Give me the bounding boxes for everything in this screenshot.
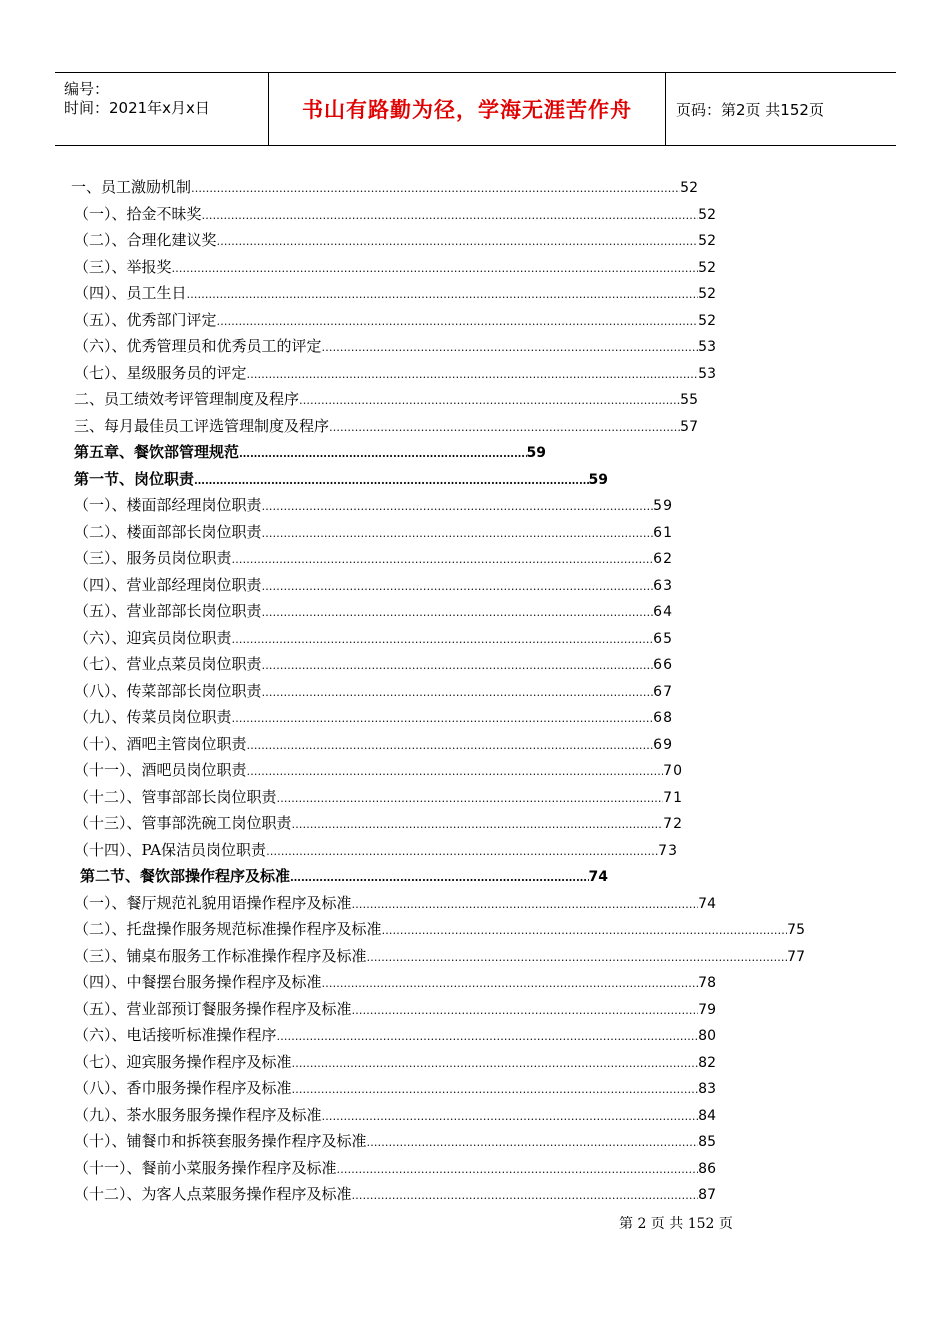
toc-entry xyxy=(74,786,683,808)
toc-entry xyxy=(74,256,716,278)
toc-entry xyxy=(74,1130,716,1152)
toc-entry-title: （八）、传菜部部长岗位职责 xyxy=(74,681,262,700)
toc-leader-dots xyxy=(217,311,699,333)
toc-entry xyxy=(74,998,716,1020)
toc-entry-page: 82 xyxy=(698,1054,716,1071)
toc-entry xyxy=(74,282,716,304)
toc-entry-title: 第五章、餐饮部管理规范 xyxy=(74,443,240,461)
toc-entry-title: （十三）、管事部洗碗工岗位职责 xyxy=(74,814,292,832)
toc-entry-title: （二）、托盘操作服务规范标准操作程序及标准 xyxy=(74,920,382,938)
toc-leader-dots xyxy=(352,1000,699,1022)
toc-entry-title: （七）、迎宾服务操作程序及标准 xyxy=(74,1052,292,1071)
toc-entry-page: 78 xyxy=(698,975,716,991)
toc-entry-page: 83 xyxy=(698,1081,716,1097)
toc-entry-title: （五）、营业部部长岗位职责 xyxy=(74,602,262,620)
toc-entry xyxy=(74,918,805,940)
toc-entry-page: 84 xyxy=(698,1107,716,1124)
toc-leader-dots xyxy=(352,894,699,916)
toc-entry xyxy=(74,229,716,251)
toc-entry-title: （三）、铺桌布服务工作标准操作程序及标准 xyxy=(74,946,367,965)
toc-entry-title: （十二）、为客人点菜服务操作程序及标准 xyxy=(74,1185,352,1203)
toc-entry-title: （一）、餐厅规范礼貌用语操作程序及标准 xyxy=(74,893,352,912)
toc-entry-title: （一）、拾金不昧奖 xyxy=(74,204,202,223)
toc-entry-title: （四）、员工生日 xyxy=(74,284,187,302)
toc-entry xyxy=(74,1051,716,1073)
toc-entry-title: （六）、优秀管理员和优秀员工的评定 xyxy=(74,337,322,355)
toc-entry xyxy=(74,1024,716,1046)
toc-entry-title: （四）、中餐摆台服务操作程序及标准 xyxy=(74,973,322,991)
toc-leader-dots xyxy=(232,629,654,651)
toc-entry-page: 77 xyxy=(787,948,805,965)
toc-entry xyxy=(74,468,608,490)
toc-entry xyxy=(74,388,698,410)
toc-entry-title: （四）、营业部经理岗位职责 xyxy=(74,575,262,594)
toc-entry-title: （十二）、管事部部长岗位职责 xyxy=(74,787,277,806)
toc-leader-dots xyxy=(194,470,589,492)
toc-entry xyxy=(74,971,716,993)
time-label: 时间：2021年x月x日 xyxy=(64,99,210,117)
toc-entry-page: 85 xyxy=(698,1134,716,1150)
toc-entry-page: 68 xyxy=(653,710,673,726)
toc-entry-title: （二）、合理化建议奖 xyxy=(74,231,217,249)
toc-entry-title: （三）、服务员岗位职责 xyxy=(74,549,232,567)
toc-entry-page: 73 xyxy=(658,842,678,859)
toc-leader-dots xyxy=(232,708,654,730)
toc-entry-page: 79 xyxy=(698,1001,716,1018)
toc-entry-page: 70 xyxy=(663,763,683,779)
toc-entry-page: 86 xyxy=(698,1160,716,1177)
toc-entry-page: 52 xyxy=(698,312,716,329)
toc-leader-dots xyxy=(322,973,699,995)
toc-entry-page: 53 xyxy=(698,365,716,382)
toc-entry-page: 67 xyxy=(653,683,673,700)
toc-entry xyxy=(74,759,683,781)
toc-entry xyxy=(74,1157,716,1179)
toc-entry-page: 71 xyxy=(663,789,683,806)
toc-entry-page: 69 xyxy=(653,736,673,753)
toc-entry xyxy=(74,1077,716,1099)
toc-entry-title: 一、员工激励机制 xyxy=(71,178,192,196)
toc-leader-dots xyxy=(247,364,699,386)
toc-entry-title: （五）、优秀部门评定 xyxy=(74,310,217,329)
toc-leader-dots xyxy=(262,682,654,704)
toc-leader-dots xyxy=(367,947,788,969)
toc-leader-dots xyxy=(262,655,654,677)
toc-entry-title: （十）、铺餐巾和拆筷套服务操作程序及标准 xyxy=(74,1132,367,1150)
motto-text: 书山有路勤为径，学海无涯苦作舟 xyxy=(302,98,632,122)
toc-entry xyxy=(74,335,716,357)
toc-entry xyxy=(74,600,673,622)
toc-leader-dots xyxy=(262,576,654,598)
toc-entry-title: （十一）、酒吧员岗位职责 xyxy=(74,761,247,779)
toc-leader-dots xyxy=(187,284,699,306)
toc-entry xyxy=(74,945,805,967)
toc-entry-page: 59 xyxy=(526,445,546,461)
serial-label: 编号： xyxy=(64,80,110,98)
toc-leader-dots xyxy=(292,1079,699,1101)
toc-entry xyxy=(74,812,683,834)
toc-entry xyxy=(74,1183,716,1205)
toc-entry-title: （五）、营业部预订餐服务操作程序及标准 xyxy=(74,999,352,1018)
toc-leader-dots xyxy=(322,1106,699,1128)
toc-entry xyxy=(74,653,673,675)
toc-entry xyxy=(74,309,716,331)
toc-entry-page: 52 xyxy=(698,286,716,302)
toc-leader-dots xyxy=(262,602,654,624)
toc-entry-title: （十）、酒吧主管岗位职责 xyxy=(74,734,247,753)
toc-leader-dots xyxy=(367,1132,699,1154)
toc-entry xyxy=(74,494,673,516)
toc-entry-page: 87 xyxy=(698,1187,716,1203)
toc-entry-title: （一）、楼面部经理岗位职责 xyxy=(74,496,262,514)
toc-leader-dots xyxy=(337,1159,699,1181)
toc-leader-dots xyxy=(329,417,680,439)
toc-entry xyxy=(74,415,698,437)
toc-entry xyxy=(74,733,673,755)
toc-entry-page: 52 xyxy=(698,233,716,249)
toc-leader-dots xyxy=(262,523,654,545)
toc-leader-dots xyxy=(292,814,664,836)
toc-entry-page: 52 xyxy=(698,259,716,276)
toc-entry-title: 三、每月最佳员工评选管理制度及程序 xyxy=(74,416,330,435)
page-indicator: 页码：第2页 共152页 xyxy=(676,100,824,119)
toc-entry xyxy=(74,892,716,914)
toc-leader-dots xyxy=(290,867,589,889)
toc-leader-dots xyxy=(299,390,680,412)
toc-leader-dots xyxy=(277,1026,699,1048)
toc-entry-page: 75 xyxy=(787,922,805,938)
toc-entry-title: （九）、茶水服务服务操作程序及标准 xyxy=(74,1105,322,1124)
toc-entry xyxy=(74,574,673,596)
toc-leader-dots xyxy=(191,178,680,200)
toc-entry-page: 66 xyxy=(653,657,673,673)
toc-entry-page: 52 xyxy=(698,206,716,223)
toc-entry-page: 53 xyxy=(698,339,716,355)
toc-entry-page: 59 xyxy=(653,498,673,514)
toc-leader-dots xyxy=(202,205,699,227)
toc-leader-dots xyxy=(247,735,654,757)
toc-entry-page: 65 xyxy=(653,630,673,647)
toc-entry-title: （八）、香巾服务操作程序及标准 xyxy=(74,1079,292,1097)
toc-entry-page: 64 xyxy=(653,604,673,620)
toc-leader-dots xyxy=(322,337,699,359)
toc-leader-dots xyxy=(232,549,654,571)
toc-entry-page: 55 xyxy=(680,392,698,408)
toc-entry-title: 第一节、岗位职责 xyxy=(74,469,195,488)
toc-leader-dots xyxy=(247,761,664,783)
toc-entry-title: （三）、举报奖 xyxy=(74,257,172,276)
toc-entry xyxy=(71,176,698,198)
toc-entry xyxy=(80,865,608,887)
toc-entry-title: （十四）、PA保洁员岗位职责 xyxy=(74,840,267,859)
toc-leader-dots xyxy=(262,496,654,518)
toc-entry-page: 61 xyxy=(653,524,673,541)
toc-entry-title: （二）、楼面部部长岗位职责 xyxy=(74,522,262,541)
toc-entry xyxy=(74,547,673,569)
toc-leader-dots xyxy=(217,231,699,253)
toc-leader-dots xyxy=(277,788,664,810)
toc-entry-title: （六）、电话接听标准操作程序 xyxy=(74,1026,277,1044)
toc-entry-page: 80 xyxy=(698,1028,716,1044)
toc-entry-title: （十一）、餐前小菜服务操作程序及标准 xyxy=(74,1158,337,1177)
toc-leader-dots xyxy=(239,443,527,465)
toc-entry-page: 62 xyxy=(653,551,673,567)
toc-entry xyxy=(74,441,546,463)
toc-entry xyxy=(74,362,716,384)
toc-entry-title: （七）、营业点菜员岗位职责 xyxy=(74,655,262,673)
toc-entry xyxy=(74,203,716,225)
toc-entry-title: （七）、星级服务员的评定 xyxy=(74,363,247,382)
toc-leader-dots xyxy=(172,258,699,280)
toc-entry xyxy=(74,1104,716,1126)
toc-leader-dots xyxy=(292,1053,699,1075)
page-footer: 第 2 页 共 152 页 xyxy=(619,1216,733,1232)
toc-entry-title: （九）、传菜员岗位职责 xyxy=(74,708,232,726)
toc-leader-dots xyxy=(352,1185,699,1207)
toc-entry xyxy=(74,839,678,861)
toc-leader-dots xyxy=(382,920,788,942)
toc-entry-page: 74 xyxy=(588,869,608,885)
toc-entry xyxy=(74,680,673,702)
toc-entry xyxy=(74,627,673,649)
toc-entry-title: （六）、迎宾员岗位职责 xyxy=(74,628,232,647)
toc-entry-page: 74 xyxy=(698,895,716,912)
toc-entry-title: 第二节、餐饮部操作程序及标准 xyxy=(80,867,291,885)
toc-entry-page: 63 xyxy=(653,577,673,594)
toc-entry-title: 二、员工绩效考评管理制度及程序 xyxy=(74,390,300,408)
toc-entry-page: 72 xyxy=(663,816,683,832)
toc-entry-page: 52 xyxy=(680,180,698,196)
toc-entry-page: 57 xyxy=(680,418,698,435)
toc-entry xyxy=(74,521,673,543)
toc-entry-page: 59 xyxy=(588,471,608,488)
toc-leader-dots xyxy=(266,841,658,863)
toc-entry xyxy=(74,706,673,728)
